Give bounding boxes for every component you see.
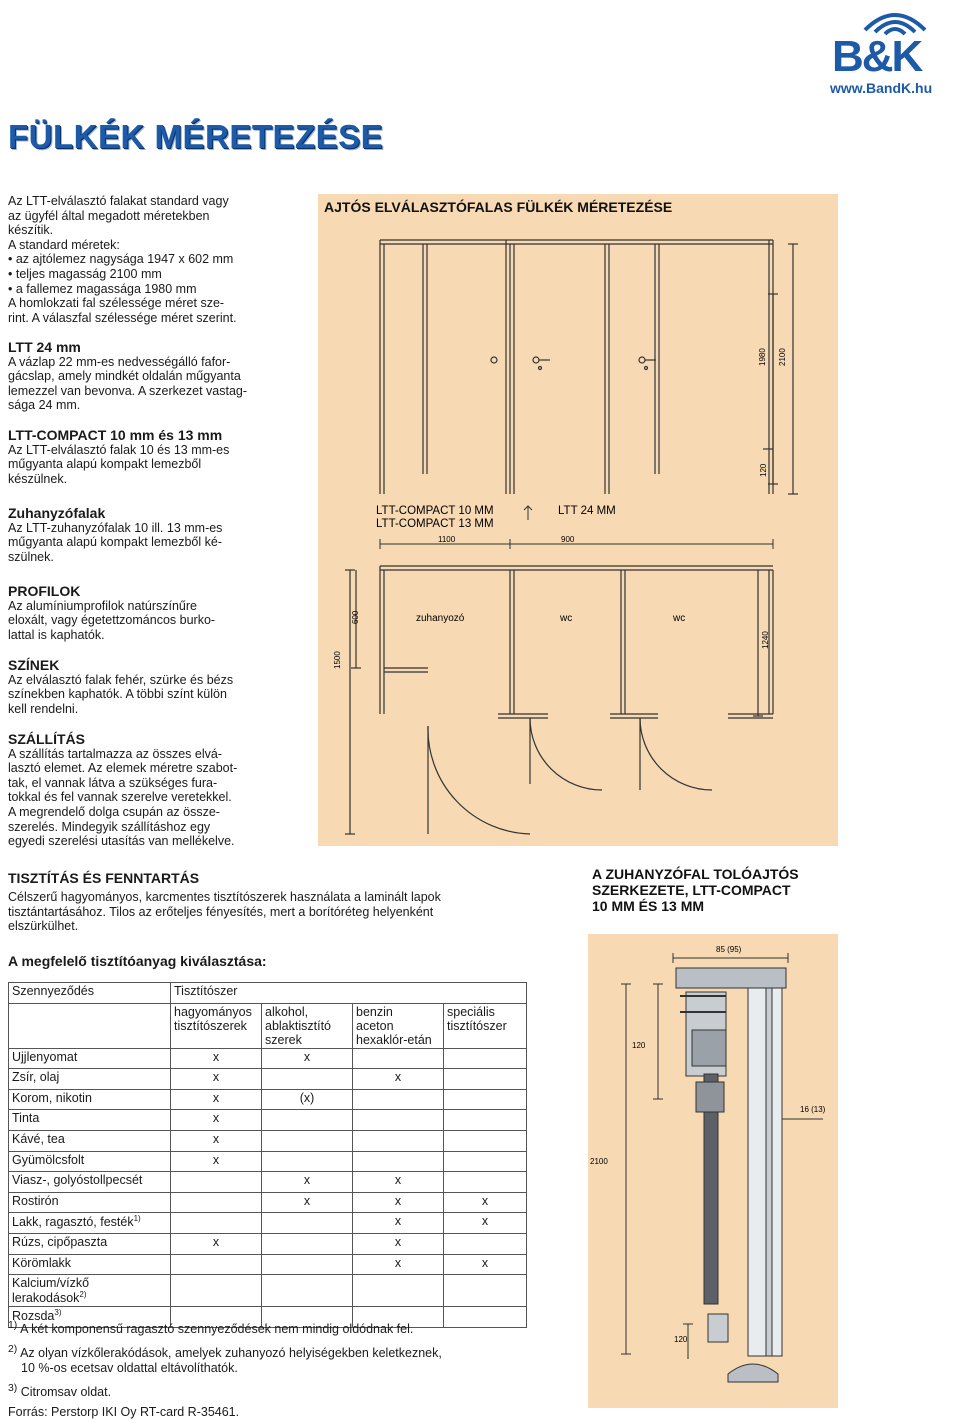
subheader-benzin: benzin aceton hexaklór-etán bbox=[353, 1003, 444, 1048]
mark-cell: x bbox=[171, 1089, 262, 1110]
dim-85-95: 85 (95) bbox=[716, 945, 742, 954]
intro-line: készítik. bbox=[8, 223, 54, 238]
dim-1240: 1240 bbox=[761, 631, 770, 649]
dim-120: 120 bbox=[759, 463, 768, 477]
mark-cell: x bbox=[262, 1172, 353, 1193]
mark-cell: x bbox=[444, 1213, 527, 1234]
mark-cell: x bbox=[444, 1192, 527, 1213]
panel-title-line: 10 MM ÉS 13 MM bbox=[592, 898, 705, 914]
list-item: • teljes magasság 2100 mm bbox=[8, 267, 258, 282]
intro-line: az ügyfél által megadott méretekben bbox=[8, 208, 210, 223]
section-line: Az alumíniumprofilok natúrszínűre bbox=[8, 598, 197, 613]
dirt-name: Gyümölcsfolt bbox=[9, 1151, 171, 1172]
section-line: műgyanta alapú kompakt lemezből ké- bbox=[8, 535, 223, 550]
section-line: Az LTT-zuhanyzófalak 10 ill. 13 mm-es bbox=[8, 520, 223, 535]
room-wc-1: wc bbox=[560, 613, 573, 624]
subheader-traditional: hagyományos tisztítószerek bbox=[171, 1003, 262, 1048]
section-line: A vázlap 22 mm-es nedvességálló fafor- bbox=[8, 354, 231, 369]
table-row bbox=[9, 1254, 527, 1275]
mark-cell bbox=[353, 1110, 444, 1131]
section-line: sága 24 mm. bbox=[8, 398, 81, 413]
room-shower: zuhanyozó bbox=[416, 613, 465, 624]
table-row bbox=[9, 1130, 527, 1151]
dirt-name: Rostirón bbox=[9, 1192, 171, 1213]
section-szinek bbox=[8, 658, 258, 716]
intro-line: A homlokzati fal szélessége méret sze- bbox=[8, 296, 225, 311]
cleaning-line: elszürkülhet. bbox=[8, 919, 79, 934]
section-line: Az elválasztó falak fehér, szürke és bézs bbox=[8, 672, 234, 687]
mark-cell bbox=[353, 1089, 444, 1110]
partition-drawing bbox=[318, 194, 838, 846]
mark-cell bbox=[444, 1089, 527, 1110]
section-line: A megrendelő dolga csupán az össze- bbox=[8, 804, 220, 819]
subheader-alcohol: alkohol, ablaktisztító szerek bbox=[262, 1003, 353, 1048]
mark-cell bbox=[171, 1172, 262, 1193]
mark-cell bbox=[444, 1130, 527, 1151]
dim-600: 600 bbox=[351, 610, 360, 624]
dim-1980: 1980 bbox=[758, 348, 767, 366]
table-row bbox=[9, 1275, 527, 1307]
mark-cell bbox=[171, 1275, 262, 1307]
mark-cell bbox=[444, 1172, 527, 1193]
sliding-door-panel bbox=[588, 934, 838, 1408]
mark-cell bbox=[262, 1233, 353, 1254]
section-line: műgyanta alapú kompakt lemezből bbox=[8, 457, 202, 472]
mark-cell: x bbox=[171, 1233, 262, 1254]
section-ltt-compact bbox=[8, 428, 258, 486]
intro-line: A standard méretek: bbox=[8, 237, 120, 252]
table-row bbox=[9, 1069, 527, 1090]
dirt-name: Viasz-, golyóstollpecsét bbox=[9, 1172, 171, 1193]
intro-line: Az LTT-elválasztó falakat standard vagy bbox=[8, 194, 229, 208]
label-compact-13: LTT-COMPACT 13 MM bbox=[376, 518, 494, 530]
section-title: LTT 24 mm bbox=[8, 339, 81, 355]
mark-cell: x bbox=[444, 1254, 527, 1275]
footnote: $^{3)}$ Citromsav oldat. bbox=[8, 1383, 112, 1400]
dirt-name: Ujjlenyomat bbox=[9, 1048, 171, 1069]
section-line: Az LTT-elválasztó falak 10 és 13 mm-es bbox=[8, 442, 230, 457]
mark-cell: x bbox=[262, 1048, 353, 1069]
dirt-name: Korom, nikotin bbox=[9, 1089, 171, 1110]
standard-sizes-list bbox=[8, 252, 258, 296]
brand-logo bbox=[826, 6, 956, 96]
section-line: egyedi szerelési utasítás van mellékelve. bbox=[8, 834, 235, 849]
section-line: gácslap, amely mindkét oldalán műgyanta bbox=[8, 369, 241, 384]
section-line: lasztó elemet. Az elemek méretre szabot- bbox=[8, 761, 238, 776]
mark-cell: x bbox=[171, 1110, 262, 1131]
mark-cell bbox=[262, 1213, 353, 1234]
section-line: lattal is kaphatók. bbox=[8, 627, 105, 642]
table-row bbox=[9, 1172, 527, 1193]
section-title: Zuhanyzófalak bbox=[8, 505, 106, 521]
footnotes bbox=[8, 1318, 568, 1420]
dim-2100-side: 2100 bbox=[590, 1157, 608, 1166]
mark-cell bbox=[262, 1130, 353, 1151]
list-item: • az ajtólemez nagysága 1947 x 602 mm bbox=[8, 252, 258, 267]
mark-cell: x bbox=[353, 1172, 444, 1193]
mark-cell: (x) bbox=[262, 1089, 353, 1110]
section-line: szerelés. Mindegyik szállításhoz egy bbox=[8, 819, 211, 834]
mark-cell bbox=[353, 1151, 444, 1172]
section-line: lemezzel van bevonva. A szerkezet vastag- bbox=[8, 383, 248, 398]
intro-text bbox=[8, 194, 258, 325]
table-row bbox=[9, 1192, 527, 1213]
intro-line: rint. A válaszfal szélessége méret szerint. bbox=[8, 310, 237, 325]
cleaning-table bbox=[8, 982, 527, 1328]
section-title: PROFILOK bbox=[8, 583, 81, 599]
section-title: LTT-COMPACT 10 mm és 13 mm bbox=[8, 427, 223, 443]
footnote: 10 %-os ecetsav oldattal eltávolíthatók. bbox=[21, 1361, 238, 1376]
mark-cell bbox=[262, 1069, 353, 1090]
section-line: A szállítás tartalmazza az összes elvá- bbox=[8, 746, 222, 761]
section-ltt24 bbox=[8, 340, 258, 413]
table-header-dirt: Szennyeződés bbox=[9, 983, 171, 1004]
partition-drawing-panel bbox=[318, 194, 838, 846]
mark-cell bbox=[171, 1254, 262, 1275]
table-row bbox=[9, 1151, 527, 1172]
mark-cell: x bbox=[171, 1069, 262, 1090]
dim-120-top: 120 bbox=[632, 1041, 646, 1050]
table-row bbox=[9, 1110, 527, 1131]
brand-name: B&K bbox=[832, 32, 922, 81]
table-row bbox=[9, 1089, 527, 1110]
subheader-special: speciális tisztítószer bbox=[444, 1003, 527, 1048]
dirt-name: Zsír, olaj bbox=[9, 1069, 171, 1090]
mark-cell bbox=[444, 1275, 527, 1307]
mark-cell: x bbox=[353, 1213, 444, 1234]
sliding-door-title bbox=[592, 866, 842, 914]
dirt-name: Körömlakk bbox=[9, 1254, 171, 1275]
mark-cell bbox=[444, 1110, 527, 1131]
section-title: SZÁLLÍTÁS bbox=[8, 731, 85, 747]
room-wc-2: wc bbox=[673, 613, 686, 624]
cleaning-subtitle: A megfelelő tisztítóanyag kiválasztása: bbox=[8, 953, 267, 969]
section-line: készülnek. bbox=[8, 471, 68, 486]
page-title: FÜLKÉK MÉRETEZÉSE bbox=[8, 118, 384, 155]
list-item: • a fallemez magassága 1980 mm bbox=[8, 282, 258, 297]
dim-1100: 1100 bbox=[438, 535, 456, 544]
mark-cell bbox=[353, 1275, 444, 1307]
section-line: tokkal és fel vannak szerelve veretekkel. bbox=[8, 790, 232, 805]
dim-2100: 2100 bbox=[778, 348, 787, 366]
cleaning-title: TISZTÍTÁS ÉS FENNTARTÁS bbox=[8, 870, 200, 886]
table-row bbox=[9, 1233, 527, 1254]
mark-cell: x bbox=[262, 1192, 353, 1213]
dirt-name: Rúzs, cipőpaszta bbox=[9, 1233, 171, 1254]
table-header-cleaner: Tisztítószer bbox=[171, 983, 527, 1004]
cleaning-line: tisztántartásához. Tilos az erőteljes fényesítés, mert a borítóréteg helyenként bbox=[8, 904, 434, 919]
mark-cell bbox=[353, 1130, 444, 1151]
table-cell bbox=[9, 1003, 171, 1048]
mark-cell: x bbox=[171, 1151, 262, 1172]
mark-cell bbox=[171, 1192, 262, 1213]
brand-url[interactable]: www.BandK.hu bbox=[830, 80, 933, 96]
section-line: eloxált, vagy égetettzománcos burko- bbox=[8, 613, 216, 628]
label-compact-10: LTT-COMPACT 10 MM bbox=[376, 505, 494, 517]
mark-cell bbox=[262, 1254, 353, 1275]
section-line: szülnek. bbox=[8, 549, 54, 564]
table-row bbox=[9, 1048, 527, 1069]
dim-1500: 1500 bbox=[333, 651, 342, 669]
section-szallitas bbox=[8, 732, 258, 849]
mark-cell: x bbox=[353, 1233, 444, 1254]
mark-cell bbox=[444, 1069, 527, 1090]
panel-title-line: SZERKEZETE, LTT-COMPACT bbox=[592, 882, 791, 898]
footnote: $^{1)}$ A két komponensű ragasztó szennyeződések nem mindig oldódnak fel. bbox=[8, 1320, 414, 1337]
dirt-name: Kalcium/vízkő lerakodások$^{2)}$ bbox=[9, 1275, 171, 1307]
mark-cell bbox=[262, 1151, 353, 1172]
section-title: SZÍNEK bbox=[8, 657, 60, 673]
dirt-name: Kávé, tea bbox=[9, 1130, 171, 1151]
dirt-name: Lakk, ragasztó, festék$^{1)}$ bbox=[9, 1213, 171, 1234]
section-line: kell rendelni. bbox=[8, 701, 79, 716]
cleaning-text bbox=[8, 890, 548, 934]
mark-cell bbox=[262, 1275, 353, 1307]
mark-cell bbox=[353, 1048, 444, 1069]
mark-cell bbox=[171, 1213, 262, 1234]
section-zuhanyzofalak bbox=[8, 506, 258, 564]
mark-cell: x bbox=[353, 1254, 444, 1275]
section-line: színekben kaphatók. A többi színt külön bbox=[8, 687, 227, 702]
dim-120-bottom: 120 bbox=[674, 1335, 688, 1344]
sliding-door-drawing bbox=[588, 934, 838, 1408]
section-profilok bbox=[8, 584, 258, 642]
panel-title: AJTÓS ELVÁLASZTÓFALAS FÜLKÉK MÉRETEZÉSE bbox=[324, 199, 673, 215]
mark-cell: x bbox=[353, 1069, 444, 1090]
mark-cell: x bbox=[171, 1048, 262, 1069]
mark-cell bbox=[444, 1048, 527, 1069]
section-line: tak, el vannak látva a szükséges fura- bbox=[8, 775, 218, 790]
mark-cell bbox=[444, 1233, 527, 1254]
mark-cell: x bbox=[353, 1192, 444, 1213]
mark-cell: x bbox=[171, 1130, 262, 1151]
dirt-name: Rozsda$^{3)}$ bbox=[9, 1307, 171, 1328]
source-note: Forrás: Perstorp IKI Oy RT-card R-35461. bbox=[8, 1405, 240, 1420]
table-row bbox=[9, 1213, 527, 1234]
label-ltt24: LTT 24 MM bbox=[558, 505, 616, 517]
dim-900: 900 bbox=[561, 535, 575, 544]
dim-16-13: 16 (13) bbox=[800, 1105, 826, 1114]
mark-cell bbox=[262, 1110, 353, 1131]
dirt-name: Tinta bbox=[9, 1110, 171, 1131]
footnote: $^{2)}$ Az olyan vízkőlerakódások, amelyek zuhanyozó helyiségekben keletkeznek, bbox=[8, 1344, 442, 1361]
mark-cell bbox=[444, 1151, 527, 1172]
cleaning-line: Célszerű hagyományos, karcmentes tisztítószerek használata a laminált lapok bbox=[8, 890, 441, 904]
panel-title-line: A ZUHANYZÓFAL TOLÓAJTÓS bbox=[592, 866, 799, 882]
